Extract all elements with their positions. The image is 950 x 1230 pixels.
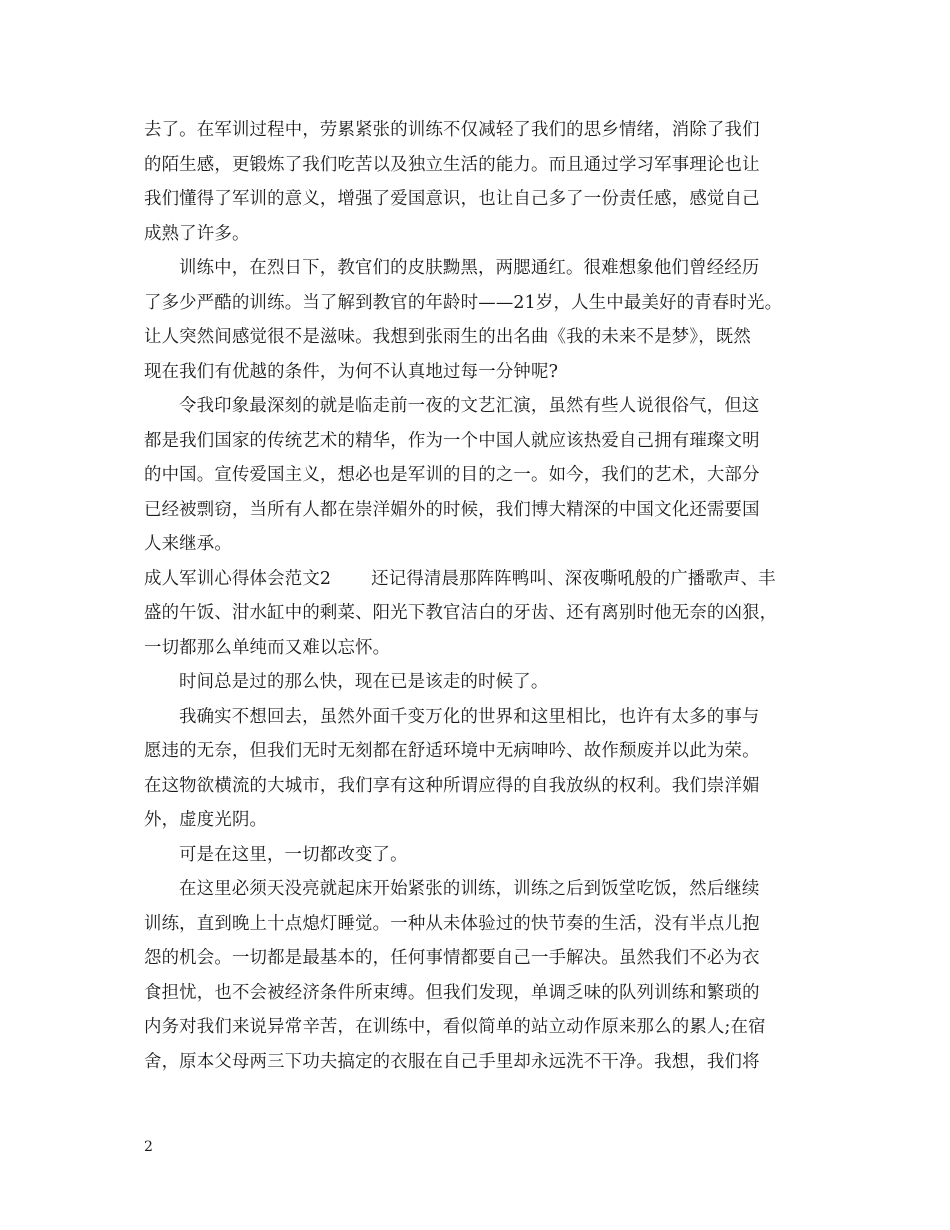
text-line bbox=[144, 631, 814, 666]
line-text: 现在我们有优越的条件，为何不认真地过每一分钟呢? bbox=[144, 361, 559, 382]
line-text: 的陌生感，更锻炼了我们吃苦以及独立生活的能力。而且通过学习军事理论也让 bbox=[144, 154, 760, 175]
text-line bbox=[144, 389, 814, 424]
text-line bbox=[144, 113, 814, 148]
line-text: 我们懂得了军训的意义，增强了爱国意识，也让自己多了一份责任感，感觉自己 bbox=[144, 189, 760, 209]
line-text: 外，虚度光阴。 bbox=[144, 810, 268, 830]
line-text: 舍，原本父母两三下功夫搞定的衣服在自己手里却永远洗不干净。我想，我们将 bbox=[144, 1051, 760, 1072]
page-number: 2 bbox=[144, 1139, 153, 1155]
text-line bbox=[144, 217, 814, 252]
text-line bbox=[144, 838, 814, 873]
line-text: 训练，直到晚上十点熄灯睡觉。一种从未体验过的快节奏的生活，没有半点儿抱 bbox=[144, 913, 760, 934]
line-text: 还记得清晨那阵阵鸭叫、深夜嘶吼般的广播歌声、丰 bbox=[371, 568, 776, 589]
text-line bbox=[144, 182, 814, 217]
text-line bbox=[144, 320, 814, 355]
line-text: 令我印象最深刻的就是临走前一夜的文艺汇演，虽然有些人说很俗气，但这 bbox=[179, 396, 760, 416]
section-heading: 成人军训心得体会范文2 bbox=[144, 568, 332, 589]
line-text: 在这物欲横流的大城市，我们享有这种所谓应得的自我放纵的权利。我们崇洋媚 bbox=[144, 775, 760, 796]
line-text: 的中国。宣传爱国主义，想必也是军训的目的之一。如今，我们的艺术，大部分 bbox=[144, 465, 760, 485]
text-line bbox=[144, 424, 814, 459]
line-text: 一切都那么单纯而又难以忘怀。 bbox=[144, 637, 391, 658]
line-text: 我确实不想回去，虽然外面千变万化的世界和这里相比，也许有太多的事与 bbox=[179, 706, 760, 727]
text-line bbox=[144, 596, 814, 631]
text-line bbox=[144, 734, 814, 769]
text-line bbox=[144, 907, 814, 942]
text-line bbox=[144, 976, 814, 1011]
text-line bbox=[144, 355, 814, 390]
text-line bbox=[144, 458, 814, 493]
line-text: 都是我们国家的传统艺术的精华，作为一个中国人就应该热爱自己拥有璀璨文明 bbox=[144, 430, 760, 451]
line-text: 去了。在军训过程中，劳累紧张的训练不仅减轻了我们的思乡情绪，消除了我们 bbox=[144, 120, 760, 140]
line-text: 时间总是过的那么快，现在已是该走的时候了。 bbox=[179, 672, 549, 692]
text-line bbox=[144, 286, 814, 321]
text-line bbox=[144, 700, 814, 735]
text-line bbox=[144, 562, 814, 597]
text-line bbox=[144, 803, 814, 838]
line-text: 可是在这里，一切都改变了。 bbox=[179, 844, 408, 865]
line-text: 食担忧，也不会被经济条件所束缚。但我们发现，单调乏味的队列训练和繁琐的 bbox=[144, 982, 760, 1003]
text-line bbox=[144, 527, 814, 562]
text-line bbox=[144, 769, 814, 804]
text-line bbox=[144, 872, 814, 907]
text-line bbox=[144, 251, 814, 286]
line-text: 让人突然间感觉很不是滋味。我想到张雨生的出名曲《我的未来不是梦》，既然 bbox=[144, 327, 751, 347]
line-text: 盛的午饭、泔水缸中的剩菜、阳光下教官洁白的牙齿、还有离别时他无奈的凶狠， bbox=[144, 603, 778, 623]
text-line bbox=[144, 941, 814, 976]
document-body bbox=[144, 113, 814, 1079]
text-line bbox=[144, 148, 814, 183]
line-text: 内务对我们来说异常辛苦，在训练中，看似简单的站立动作原来那么的累人;在宿 bbox=[144, 1017, 766, 1037]
text-line bbox=[144, 1045, 814, 1080]
line-text: 了多少严酷的训练。当了解到教官的年龄时——21岁，人生中最美好的青春时光。 bbox=[144, 292, 783, 313]
line-text: 成熟了许多。 bbox=[144, 223, 250, 244]
line-text: 在这里必须天没亮就起床开始紧张的训练，训练之后到饭堂吃饭，然后继续 bbox=[179, 879, 760, 899]
line-text: 已经被剽窃，当所有人都在崇洋媚外的时候，我们博大精深的中国文化还需要国 bbox=[144, 499, 760, 520]
text-line bbox=[144, 493, 814, 528]
text-line bbox=[144, 665, 814, 700]
text-line bbox=[144, 1010, 814, 1045]
line-text: 怨的机会。一切都是最基本的，任何事情都要自己一手解决。虽然我们不必为衣 bbox=[144, 948, 760, 968]
line-text: 愿违的无奈，但我们无时无刻都在舒适环境中无病呻吟、故作颓废并以此为荣。 bbox=[144, 741, 760, 761]
line-text: 训练中，在烈日下，教官们的皮肤黝黑，两腮通红。很难想象他们曾经经历 bbox=[179, 258, 760, 278]
line-text: 人来继承。 bbox=[144, 534, 232, 554]
